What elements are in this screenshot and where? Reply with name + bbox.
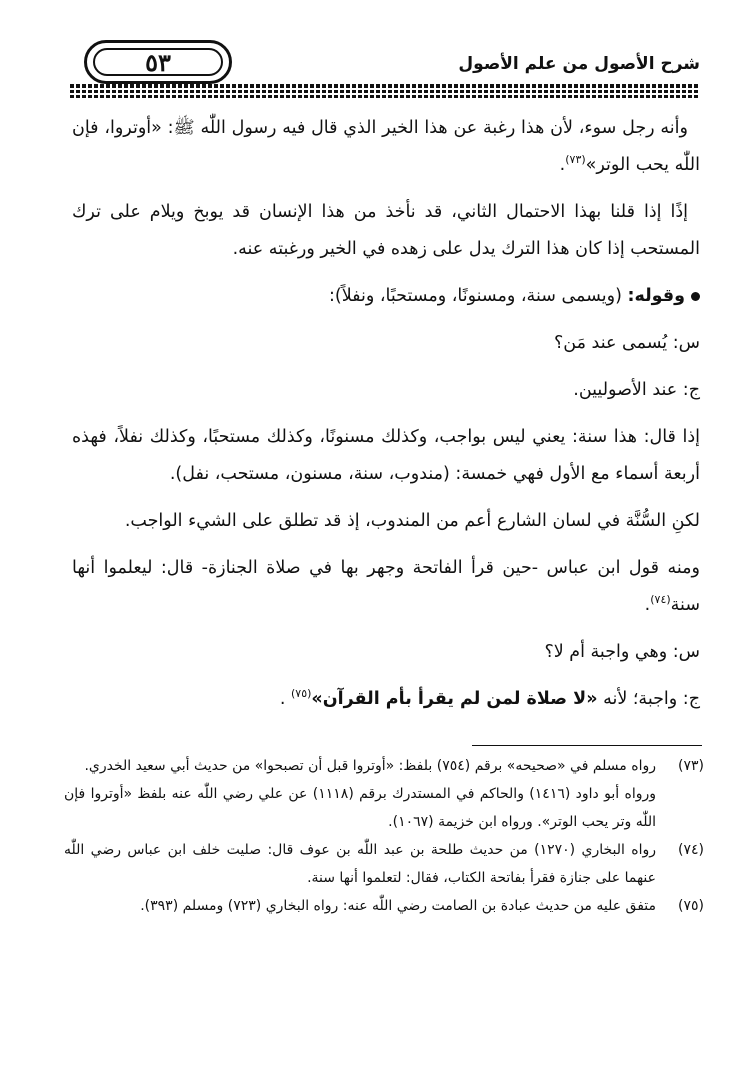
answer-lead: ج: واجبة؛ لأنه — [603, 689, 700, 709]
footnote-body — [64, 752, 656, 836]
footnote — [64, 836, 704, 892]
paragraph-text: ومنه قول ابن عباس -حين قرأ الفاتحة وجهر بها في صلاة الجنازة- قال: ليعلموا أنها سنة — [72, 558, 700, 615]
section-lead — [72, 278, 700, 315]
answer: ج: عند الأصوليين. — [573, 380, 700, 400]
page-header — [70, 36, 700, 106]
question: س: وهي واجبة أم لا؟ — [544, 642, 700, 662]
footnote-ref: (٧٤) — [650, 593, 671, 607]
footnote-separator — [472, 745, 702, 746]
footnote-ref: (٧٣) — [565, 153, 586, 167]
footnote-number: (٧٤) — [678, 842, 704, 858]
paragraph: وأنه رجل سوء، لأن هذا رغبة عن هذا الخير الذي قال فيه رسول اللّٰه ﷺ: «أوتروا، فإن اللّٰه يحب الوتر»$^{(٧٣)}$. — [72, 118, 700, 175]
footnote — [64, 892, 704, 920]
footnote-line: رواه البخاري (١٢٧٠) من حديث طلحة بن عبد اللّٰه بن عوف قال: صليت خلف ابن عباس رضي اللّٰه عنهما على جنازة فقرأ بفاتحة الكتاب، فقال: لتعلموا أنها سنة. — [64, 842, 656, 886]
answer — [72, 681, 700, 718]
footnote-body — [64, 892, 656, 920]
header-rule — [70, 84, 700, 98]
paragraph: إذًا إذا قلنا بهذا الاحتمال الثاني، قد نأخذ من هذا الإنسان قد يوبخ ويلام على ترك المستحب إذا كان هذا الترك يدل على زهده في الخير ورغبته عنه. — [72, 202, 700, 259]
running-title: شرح الأصول من علم الأصول — [458, 54, 700, 74]
paragraph: لكنِ السُّنَّة في لسان الشارع أعم من المندوب، إذ قد تطلق على الشيء الواجب. — [124, 511, 700, 531]
paragraph: إذا قال: هذا سنة: يعني ليس بواجب، وكذلك مسنونًا، وكذلك مستحبًا، وكذلك نفلاً، فهذه أربعة أسماء مع الأول فهي خمسة: (مندوب، سنة، مسنون، مستحب، نفل). — [72, 427, 700, 484]
quoted-definition: (ويسمى سنة، ومسنونًا، ومستحبًا، ونفلاً): — [329, 286, 622, 306]
page-number-badge — [84, 40, 232, 84]
question: س: يُسمى عند مَن؟ — [553, 333, 700, 353]
footnote — [64, 752, 704, 836]
paragraph-text: وأنه رجل سوء، لأن هذا رغبة عن هذا الخير الذي قال فيه رسول اللّٰه ﷺ: «أوتروا، فإن اللّٰه يحب الوتر» — [72, 118, 700, 175]
footnote-ref: (٧٥) — [291, 687, 312, 701]
footnote-body — [64, 836, 656, 892]
footnote-number: (٧٥) — [678, 898, 704, 914]
answer-end: . — [279, 689, 286, 709]
paragraph: ومنه قول ابن عباس -حين قرأ الفاتحة وجهر بها في صلاة الجنازة- قال: ليعلموا أنها سنة$^{(٧٤)}$. — [72, 558, 700, 615]
main-text — [72, 110, 700, 728]
lead-word: وقوله: — [627, 286, 685, 306]
hadith-quote: «لا صلاة لمن لم يقرأ بأم القرآن» — [311, 689, 598, 709]
footnote-number: (٧٣) — [678, 758, 704, 774]
footnote-line: متفق عليه من حديث عبادة بن الصامت رضي اللّٰه عنه: رواه البخاري (٧٢٣) ومسلم (٣٩٣). — [140, 898, 656, 914]
page-number: ٥٣ — [145, 47, 171, 77]
footnote-line: رواه مسلم في «صحيحه» برقم (٧٥٤) بلفظ: «أوتروا قبل أن تصبحوا» من حديث أبي سعيد الخدري. — [84, 758, 656, 774]
footnote-line: ورواه أبو داود (١٤١٦) والحاكم في المستدرك برقم (١١١٨) عن علي رضي اللّٰه عنه بلفظ «أوتروا فإن اللّٰه وتر يحب الوتر». ورواه ابن خزيمة (١٠٦٧). — [64, 786, 657, 830]
footnotes — [64, 752, 704, 920]
bullet-icon — [691, 292, 700, 301]
